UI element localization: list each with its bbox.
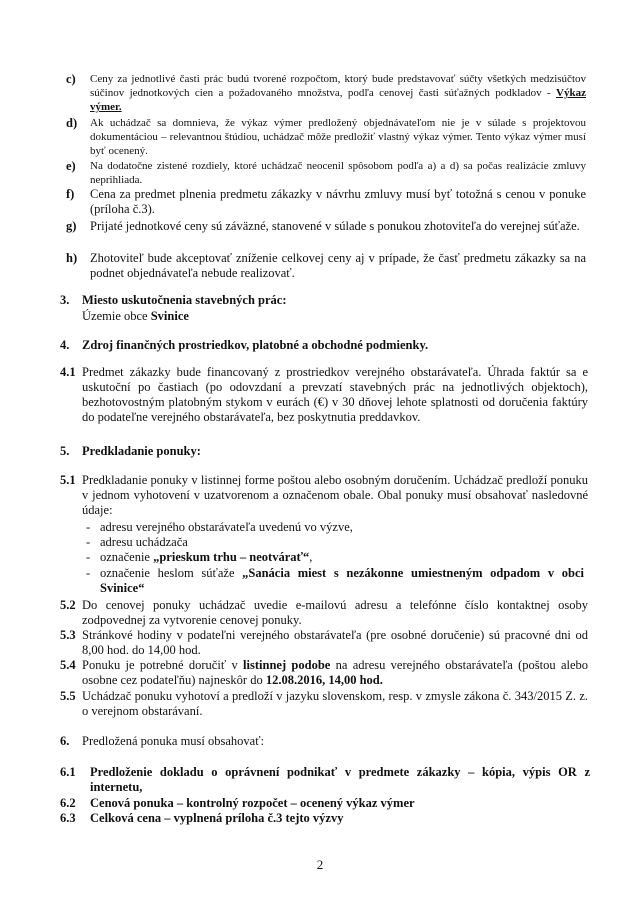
item-label: f) <box>66 187 75 201</box>
section-number: 4. <box>60 338 70 352</box>
list-item-text-part: označenie heslom súťaže <box>100 566 243 580</box>
section-number: 5. <box>60 444 70 458</box>
bullet-dash: - <box>86 535 91 549</box>
section-text: Predmet zákazky bude financovaný z prostriedkov verejného obstarávateľa. Úhrada faktúr sa e uskutoční po častiach (po odovzdaní a prevzatí stavebných prác na jednotlivých objektoch), bezhotovostným platobným stykom v eurách (€) v 30 dňovej lehote splatnosti od doručenia faktúry do podateľne verejného obstarávateľa, bez poskytnutia preddavkov. <box>82 365 588 424</box>
section-text: Stránkové hodiny v podateľni verejného obstarávateľa (pre osobné doručenie) sú pracovné dni od 8,00 hod. do 14,00 hod. <box>82 628 588 657</box>
section-text: Predkladanie ponuky v listinnej forme poštou alebo osobným doručením. Uchádzač predloží ponuku v jednom vyhotovení v uzatvorenom a označenom obale. Obal ponuky musí obsahovať nasledovné údaje: <box>82 473 588 517</box>
section-text-bold: Svinice <box>150 309 189 323</box>
item-text: Ak uchádzač sa domnieva, že výkaz výmer predložený objednávateľom nie je v súlade s projektovou dokumentáciou – relevantnou štúdiou, uchádzač môže predložiť vlastný výkaz výmer. Tento výkaz výmer musí byť ocenený. <box>90 117 586 157</box>
item-text <box>90 72 586 114</box>
list-item-text: adresu uchádzača <box>100 535 188 549</box>
bullet-dash: - <box>86 520 91 534</box>
section-text: Celková cena – vyplnená príloha č.3 tejto výzvy <box>90 811 344 825</box>
section-title: Predložená ponuka musí obsahovať: <box>82 734 265 748</box>
section-number: 5.5 <box>60 689 76 703</box>
item-text-bold: Výkaz výmer. <box>90 87 586 113</box>
section-text-part: na adresu verejného obstarávateľa (poštou alebo osobne cez podateľňu) najneskôr do <box>82 658 589 687</box>
section-number: 5.4 <box>60 658 76 672</box>
section-text <box>82 658 588 688</box>
section-number: 5.2 <box>60 598 76 612</box>
item-text: Zhotoviteľ bude akceptovať zníženie celkovej ceny aj v prípade, že časť predmetu zákazky sa na podnet objednávateľa nebude realizovať. <box>90 251 586 280</box>
section-title: Predkladanie ponuky: <box>82 444 201 458</box>
section-text <box>82 309 582 324</box>
section-text-part: Ponuku je potrebné doručiť v <box>82 658 244 672</box>
section-number: 6.1 <box>60 765 76 779</box>
item-label: c) <box>66 72 76 86</box>
section-number: 4.1 <box>60 365 76 379</box>
item-label: d) <box>66 116 78 130</box>
list-item-text: adresu verejného obstarávateľa uvedenú vo výzve, <box>100 520 353 534</box>
section-number: 6.3 <box>60 811 76 825</box>
list-item-text <box>100 550 580 565</box>
section-title: Miesto uskutočnenia stavebných prác: <box>82 293 287 307</box>
section-number: 3. <box>60 293 70 307</box>
section-number: 5.1 <box>60 473 76 487</box>
list-item-text-bold: „Sanácia miest s nezákonne umiestneným odpadom v obci Svinice“ <box>100 566 584 595</box>
section-number: 5.3 <box>60 628 76 642</box>
item-text: Prijaté jednotkové ceny sú záväzné, stanovené v súlade s ponukou zhotoviteľa do verejnej súťaže. <box>90 219 580 233</box>
bullet-dash: - <box>86 566 91 580</box>
section-text: Cenová ponuka – kontrolný rozpočet – ocenený výkaz výmer <box>90 796 415 810</box>
section-text-bold: 12.08.2016, 14,00 hod. <box>265 673 383 687</box>
item-text-part: Ceny za jednotlivé časti prác budú tvorené rozpočtom, ktorý bude predstavovať súčty všetkých medzisúčtov súčinov jednotkových cien a požadovaného množstva, podľa cenovej časti súťažných podkladov - <box>90 73 586 99</box>
section-text: Do cenovej ponuky uchádzač uvedie e-mailovú adresu a telefónne číslo kontaktnej osoby zodpovednej za vytvorenie cenovej ponuky. <box>82 598 588 627</box>
item-label: h) <box>66 251 78 265</box>
section-text: Predloženie dokladu o oprávnení podnikať v predmete zákazky – kópia, výpis OR z internetu, <box>90 765 590 794</box>
page-number: 2 <box>316 857 324 872</box>
section-text-bold: listinnej podobe <box>243 658 331 672</box>
section-text-part: Územie obce <box>82 309 151 323</box>
list-item-text-part: , <box>309 550 313 564</box>
item-label: g) <box>66 219 77 233</box>
section-title: Zdroj finančných prostriedkov, platobné a obchodné podmienky. <box>82 338 429 352</box>
section-text: Uchádzač ponuku vyhotoví a predloží v jazyku slovenskom, resp. v zmysle zákona č. 343/2015 Z. z. o verejnom obstarávaní. <box>82 689 588 718</box>
item-label: e) <box>66 159 76 173</box>
list-item-text-part: označenie <box>100 550 154 564</box>
list-item-text-bold: „prieskum trhu – neotvárať“ <box>153 550 310 564</box>
bullet-dash: - <box>86 550 91 564</box>
list-item-text <box>100 566 584 596</box>
section-number: 6. <box>60 734 70 748</box>
item-text: Na dodatočne zistené rozdiely, ktoré uchádzač neocenil spôsobom podľa a) a d) sa počas realizácie zmluvy neprihliada. <box>90 160 586 186</box>
section-number: 6.2 <box>60 796 76 810</box>
item-text: Cena za predmet plnenia predmetu zákazky v návrhu zmluvy musí byť totožná s cenou v ponuke (príloha č.3). <box>90 187 586 216</box>
